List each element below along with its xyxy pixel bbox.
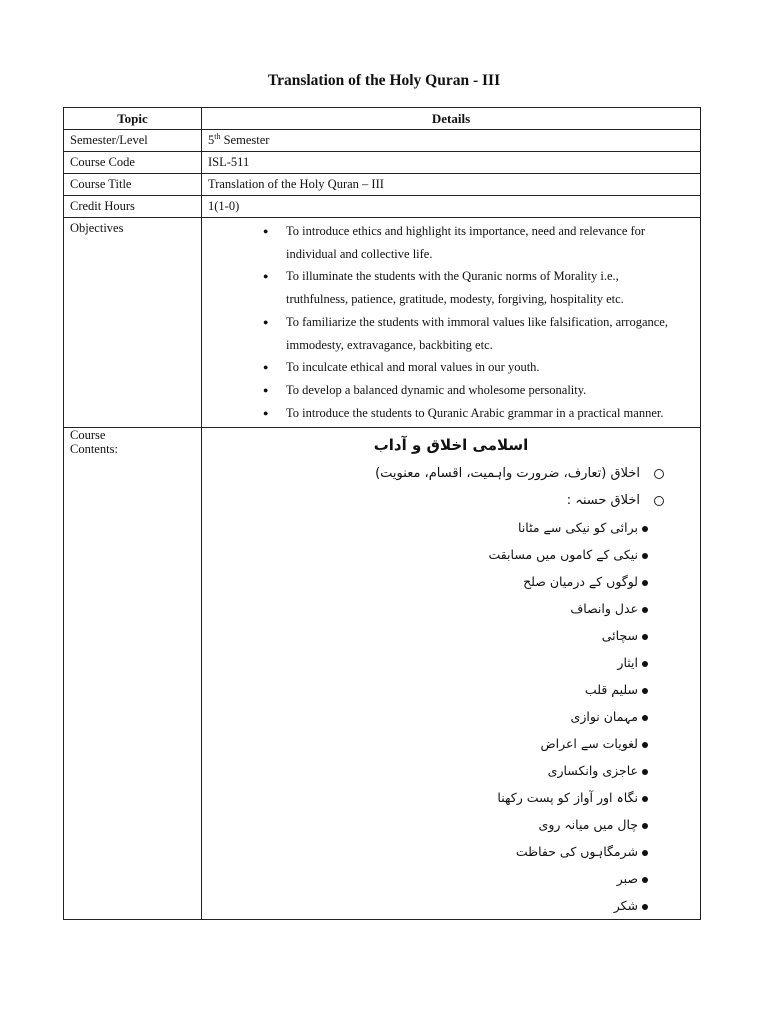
list-item: سچائی — [208, 622, 648, 649]
course-code-value: ISL-511 — [202, 152, 701, 174]
bullet-icon — [642, 823, 648, 829]
contents-sub-item: اخلاق حسنہ : — [208, 487, 694, 514]
objectives-list — [208, 218, 694, 427]
list-item: چال میں میانہ روی — [208, 811, 648, 838]
list-item: ایثار — [208, 649, 648, 676]
bullet-icon — [642, 877, 648, 883]
contents-cell — [202, 428, 701, 920]
bullet-icon: ● — [263, 271, 269, 282]
credit-hours-label: Credit Hours — [64, 196, 202, 218]
course-code-label: Course Code — [64, 152, 202, 174]
course-table — [63, 107, 701, 920]
contents-sub-item: اخلاق (تعارف، ضرورت واہمیت، اقسام، معنویت) — [208, 460, 694, 487]
semester-word: Semester — [223, 133, 270, 147]
bullet-icon: ● — [263, 407, 269, 418]
bullet-icon — [642, 580, 648, 586]
list-item: سلیم قلب — [208, 676, 648, 703]
list-item: لوگوں کے درمیان صلح — [208, 568, 648, 595]
objective-item: ● To introduce ethics and highlight its importance, need and relevance for individual and collective life. — [283, 220, 674, 265]
bullet-icon — [642, 634, 648, 640]
list-item: نیکی کے کاموں میں مسابقت — [208, 541, 648, 568]
objective-item: ● To introduce the students to Quranic Arabic grammar in a practical manner. — [283, 402, 674, 425]
row-semester — [64, 130, 701, 152]
bullet-icon — [642, 661, 648, 667]
bullet-icon — [642, 607, 648, 613]
semester-value — [202, 130, 701, 152]
table-header-row — [64, 108, 701, 130]
bullet-icon — [642, 796, 648, 802]
bullet-icon: ● — [263, 384, 269, 395]
semester-suffix: th — [214, 131, 221, 141]
objective-item: ● To inculcate ethical and moral values in our youth. — [283, 356, 674, 379]
bullet-icon: ● — [263, 226, 269, 236]
objective-item: ● To familiarize the students with immoral values like falsification, arrogance, immodesty, extravagance, backbiting etc. — [283, 311, 674, 356]
contents-list — [208, 514, 694, 919]
bullet-icon — [642, 553, 648, 559]
course-title-value: Translation of the Holy Quran – III — [202, 174, 701, 196]
course-title-label: Course Title — [64, 174, 202, 196]
bullet-icon — [642, 769, 648, 775]
contents-heading: اسلامی اخلاق و آداب — [373, 436, 529, 455]
list-item: نگاہ اور آواز کو پست رکھنا — [208, 784, 648, 811]
list-item: مہمان نوازی — [208, 703, 648, 730]
contents-label — [64, 428, 202, 920]
circle-bullet-icon — [654, 469, 664, 479]
bullet-icon — [642, 850, 648, 856]
row-course-code — [64, 152, 701, 174]
bullet-icon — [642, 715, 648, 721]
row-objectives — [64, 218, 701, 428]
list-item: عاجزی وانکساری — [208, 757, 648, 784]
bullet-icon: ● — [263, 316, 269, 327]
bullet-icon — [642, 688, 648, 694]
bullet-icon — [642, 904, 648, 910]
objectives-cell — [202, 218, 701, 428]
header-details: Details — [202, 108, 701, 130]
semester-number: 5 — [208, 133, 215, 147]
bullet-icon — [642, 742, 648, 748]
list-item: شکر — [208, 892, 648, 919]
row-credit-hours — [64, 196, 701, 218]
bullet-icon — [642, 526, 648, 532]
circle-bullet-icon — [654, 496, 664, 506]
list-item: برائی کو نیکی سے مٹانا — [208, 514, 648, 541]
list-item: عدل وانصاف — [208, 595, 648, 622]
row-course-title — [64, 174, 701, 196]
contents-label-line1: Course — [70, 428, 106, 443]
credit-hours-value: 1(1-0) — [202, 196, 701, 218]
contents-label-line2: Contents: — [70, 442, 118, 457]
list-item: صبر — [208, 865, 648, 892]
list-item: لغویات سے اعراض — [208, 730, 648, 757]
objective-item: ● To illuminate the students with the Quranic norms of Morality i.e., truthfulness, patience, gratitude, modesty, forgiving, hospitality etc. — [283, 265, 674, 310]
objective-item: ● To develop a balanced dynamic and wholesome personality. — [283, 379, 674, 402]
list-item: شرمگاہوں کی حفاظت — [208, 838, 648, 865]
row-course-contents — [64, 428, 701, 920]
page-title: Translation of the Holy Quran - III — [267, 72, 501, 89]
objectives-label: Objectives — [64, 218, 202, 428]
semester-label: Semester/Level — [64, 130, 202, 152]
bullet-icon: ● — [263, 362, 269, 373]
header-topic: Topic — [64, 108, 202, 130]
